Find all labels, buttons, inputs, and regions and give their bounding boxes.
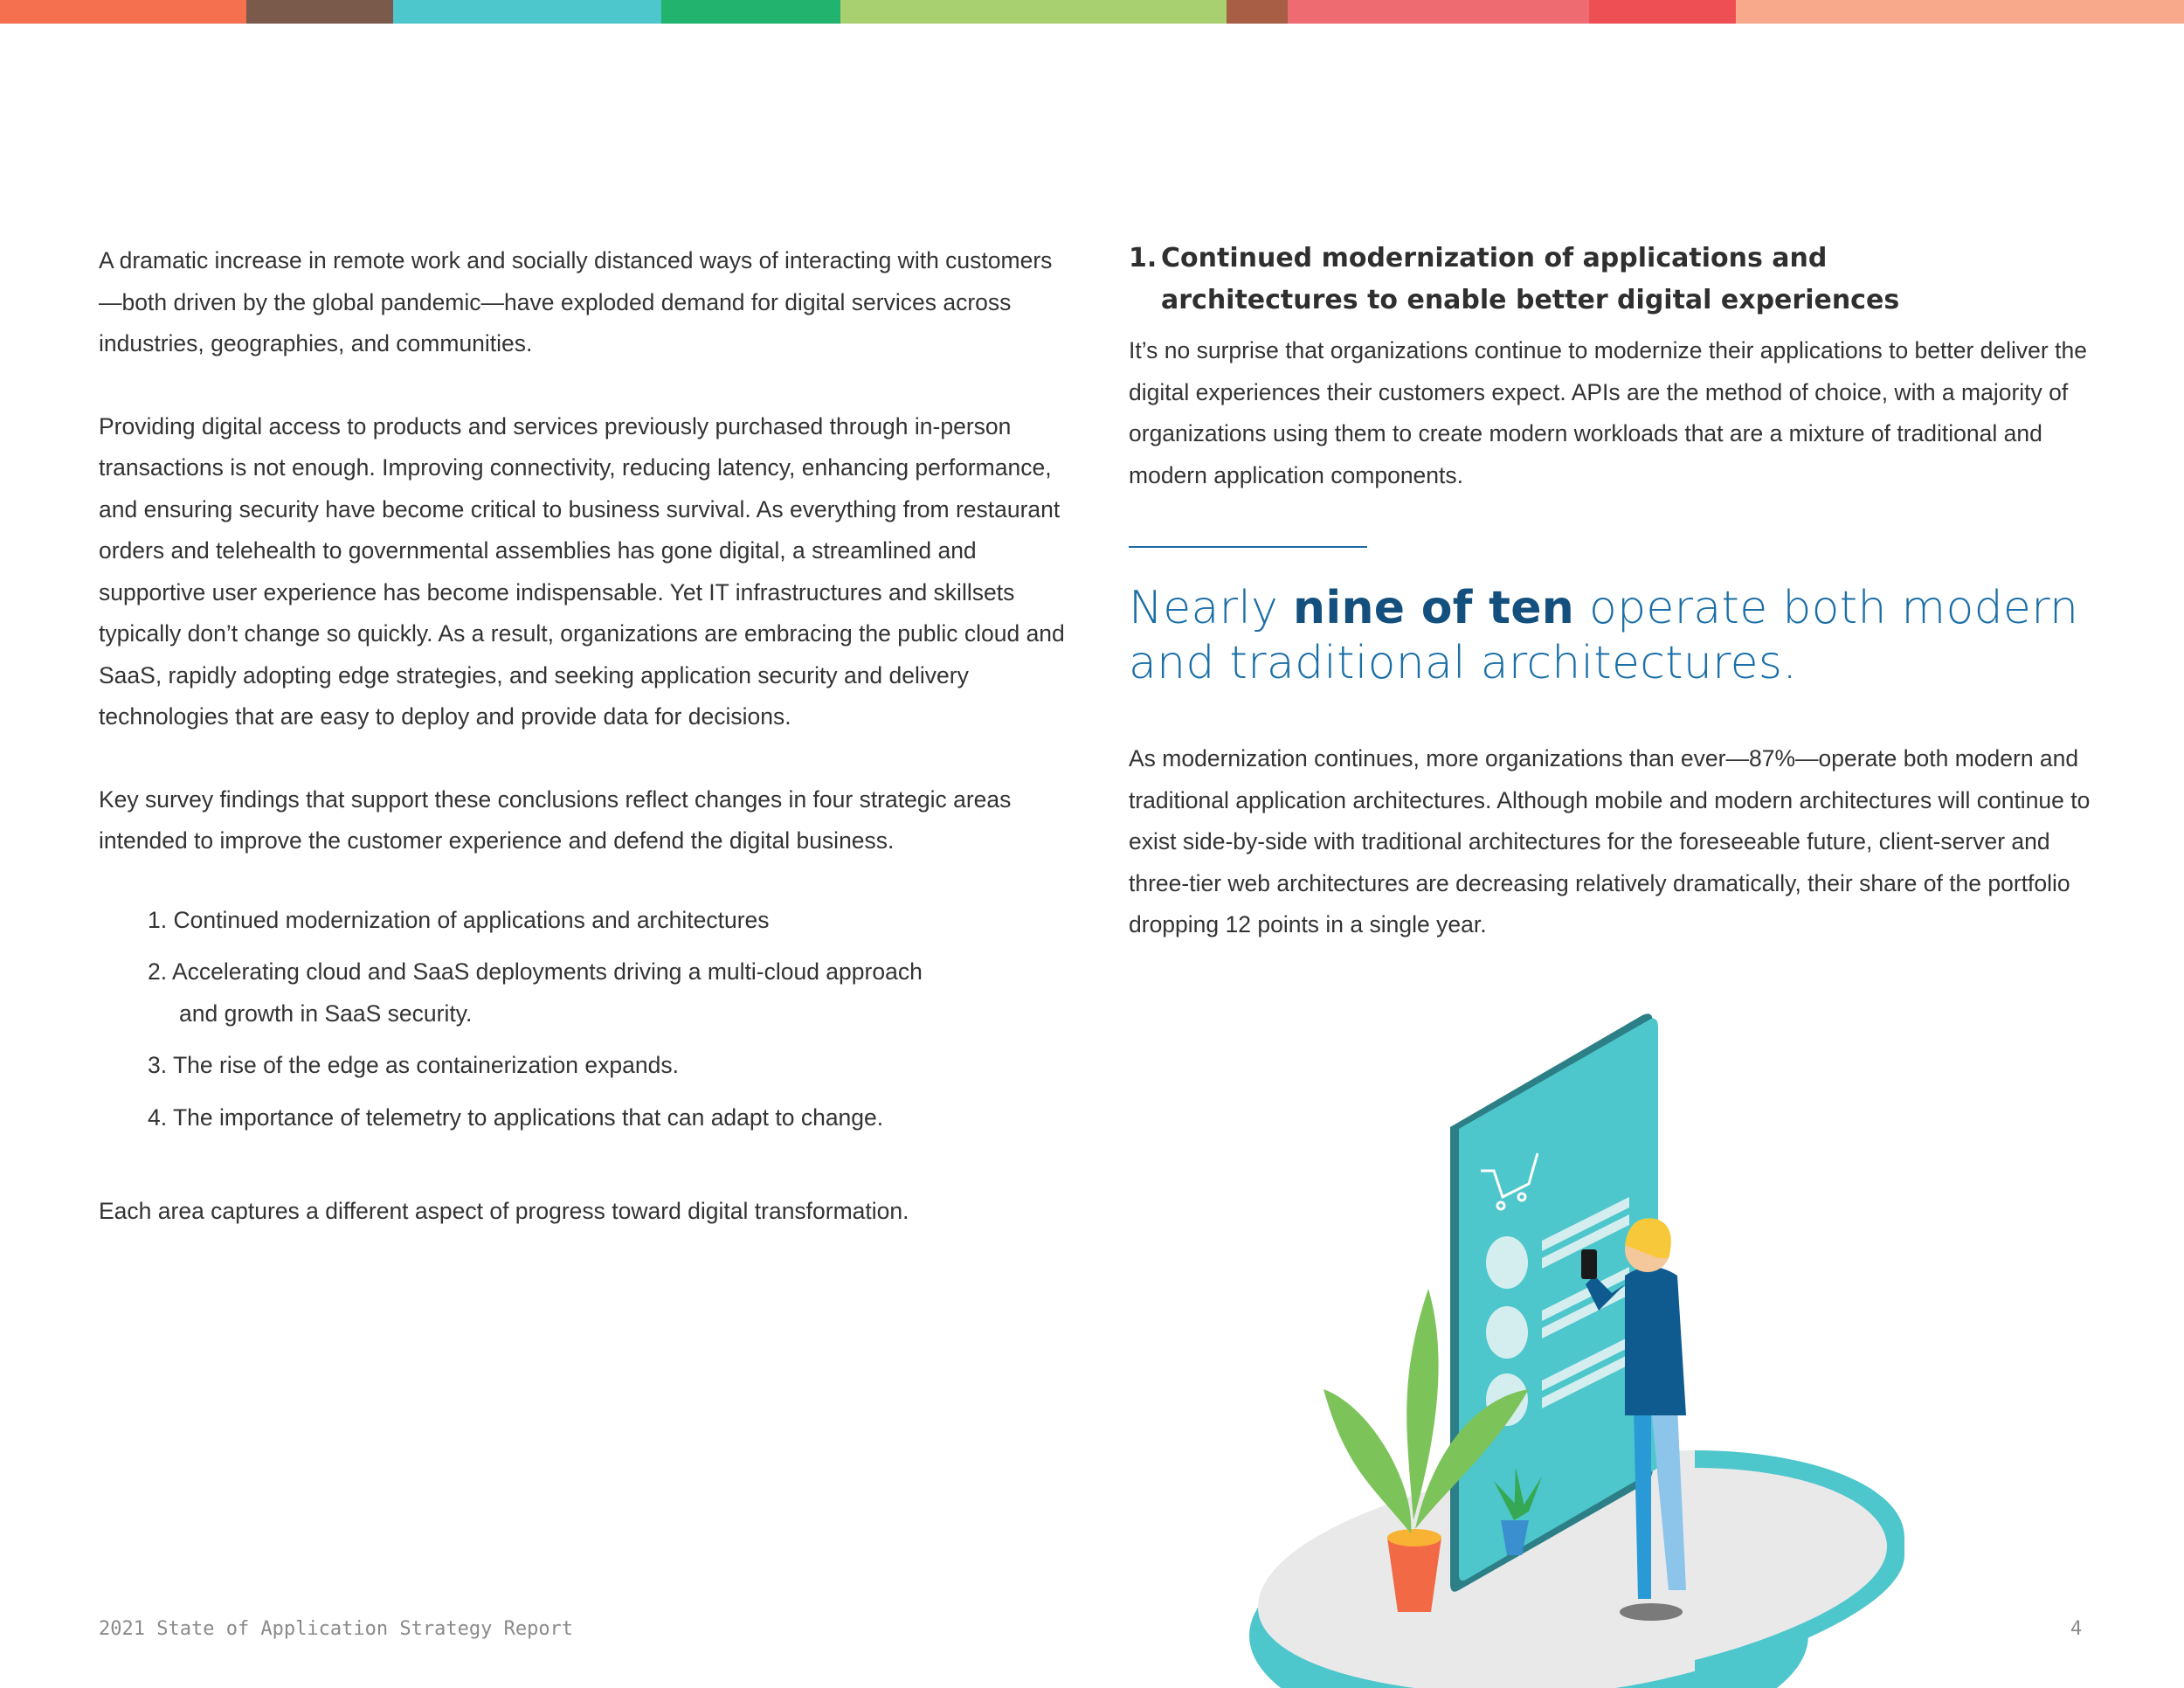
section-intro: It’s no surprise that organizations continue to modernize their applications to better deliver the digital experiences their customers expect. APIs are the method of choice, with a majority of organizations using them to create modern workloads that are a mixture of traditional and modern application components.: [1129, 337, 2087, 488]
list-item: 2. Accelerating cloud and SaaS deployments driving a multi-cloud approach and growth in SaaS security.: [148, 958, 923, 1027]
list-item: 3. The rise of the edge as containerization expands.: [148, 1052, 679, 1078]
heading-line-2: architectures to enable better digital experiences: [1161, 285, 1900, 315]
stripe-segment: [840, 0, 1227, 24]
stripe-segment: [1736, 0, 2184, 24]
findings-paragraph: Key survey findings that support these conclusions reflect changes in four strategic areas intended to improve the customer experience and defend the digital business.: [99, 785, 1012, 854]
color-stripe: [0, 0, 2184, 24]
pull-quote-lead: Nearly: [1129, 582, 1293, 634]
intro-paragraph: A dramatic increase in remote work and socially distanced ways of interacting with customers—both driven by the global pandemic—have exploded demand for digital services across industries, geographies, and communities.: [99, 247, 1053, 356]
stripe-segment: [1227, 0, 1288, 24]
pull-quote-emphasis: nine of ten: [1293, 582, 1575, 634]
person-with-phone-illustration: [1241, 996, 1922, 1688]
stripe-segment: [661, 0, 840, 24]
stripe-segment: [393, 0, 661, 24]
stripe-segment: [1589, 0, 1736, 24]
left-column: [99, 240, 1068, 1274]
list-item: 4. The importance of telemetry to applications that can adapt to change.: [148, 1103, 884, 1131]
list-item: 1. Continued modernization of applications and architectures: [148, 906, 770, 933]
pull-quote: [1129, 581, 2116, 691]
findings-list: [99, 900, 1068, 1139]
section-heading: [1129, 238, 2116, 322]
heading-line-1: Continued modernization of applications and: [1161, 243, 1828, 273]
context-paragraph: Providing digital access to products and services previously purchased through in-person transactions is not enough. Improving connectivity, reducing latency, enhancing performance, and ensuring security have become critical to business survival. As everything from restaurant orders and telehealth to governmental assemblies has gone digital, a streamlined and supportive user experience has become indispensable. Yet IT infrastructures and skillsets typically don’t change so quickly. As a result, organizations are embracing the public cloud and SaaS, rapidly adopting edge strategies, and seeking application security and delivery technologies that are easy to deploy and provide data for decisions.: [99, 412, 1065, 730]
right-column: [1129, 238, 2116, 946]
section-number: 1.: [1129, 243, 1158, 273]
section-body: As modernization continues, more organizations than ever—87%—operate both modern and traditional application architectures. Although mobile and modern architectures will continue to exist side-by-side with traditional architectures for the foreseeable future, client-server and three-tier web architectures are decreasing relatively dramatically, their share of the portfolio dropping 12 points in a single year.: [1129, 745, 2091, 937]
stripe-segment: [0, 0, 246, 24]
closing-paragraph: Each area captures a different aspect of progress toward digital transformation.: [99, 1198, 909, 1224]
stripe-segment: [246, 0, 393, 24]
pull-quote-tail: operate both modern and traditional architectures.: [1129, 582, 2079, 689]
page-number: 4: [2070, 1618, 2083, 1640]
footer-report-title: 2021 State of Application Strategy Report: [99, 1618, 574, 1640]
stripe-segment: [1288, 0, 1589, 24]
divider-rule: [1129, 546, 1367, 548]
